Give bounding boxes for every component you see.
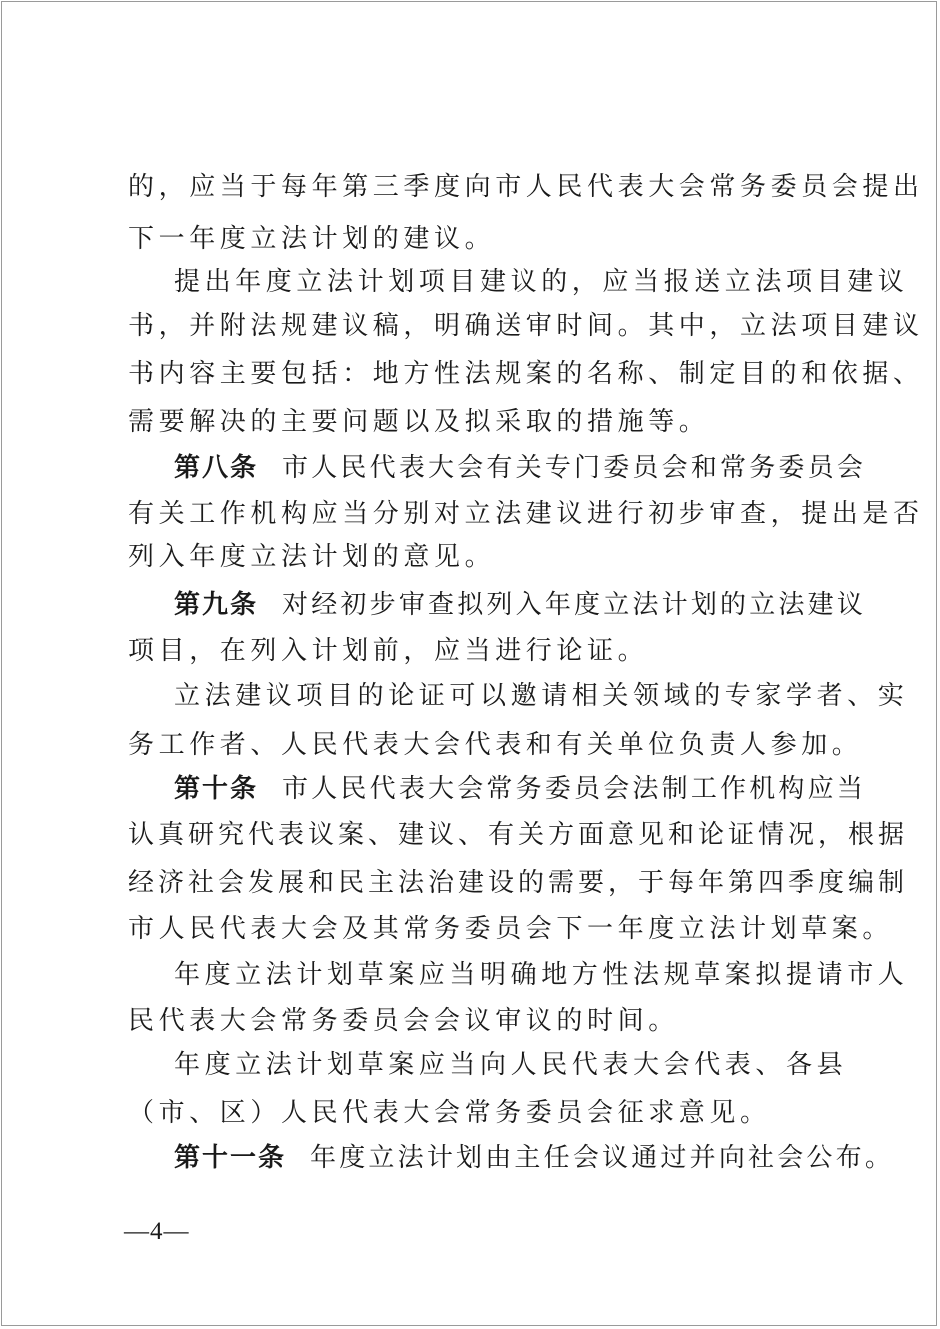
text-line: 书，并附法规建议稿，明确送审时间。其中，立法项目建议 xyxy=(128,311,924,341)
text-line: 书内容主要包括：地方性法规案的名称、制定目的和依据、 xyxy=(128,359,924,389)
text-line: 民代表大会常务委员会会议审议的时间。 xyxy=(128,1006,679,1036)
article-8-line: 第八条 市人民代表大会有关专门委员会和常务委员会 xyxy=(174,453,867,483)
text-line: 经济社会发展和民主法治建设的需要，于每年第四季度编制 xyxy=(128,868,909,898)
text-line: 项目，在列入计划前，应当进行论证。 xyxy=(128,636,649,666)
text-line: 有关工作机构应当分别对立法建议进行初步审查，提出是否 xyxy=(128,499,924,529)
text-line: 列入年度立法计划的意见。 xyxy=(128,542,496,572)
article-10-line: 第十条 市人民代表大会常务委员会法制工作机构应当 xyxy=(174,774,867,804)
article-heading: 第八条 xyxy=(174,453,259,483)
article-heading: 第十一条 xyxy=(174,1143,287,1173)
article-heading: 第十条 xyxy=(174,774,259,804)
text-line: 下一年度立法计划的建议。 xyxy=(128,224,496,254)
article-heading: 第九条 xyxy=(174,590,259,620)
page-number: —4— xyxy=(124,1218,190,1245)
text-line: 立法建议项目的论证可以邀请相关领域的专家学者、实 xyxy=(174,681,909,711)
text-line: （市、区）人民代表大会常务委员会征求意见。 xyxy=(128,1098,771,1128)
article-11-line: 第十一条 年度立法计划由主任会议通过并向社会公布。 xyxy=(174,1143,895,1173)
text-line: 的，应当于每年第三季度向市人民代表大会常务委员会提出 xyxy=(128,172,924,202)
article-9-line: 第九条 对经初步审查拟列入年度立法计划的立法建议 xyxy=(174,590,867,620)
text-line: 年度立法计划草案应当向人民代表大会代表、各县 xyxy=(174,1050,848,1080)
text-line: 务工作者、人民代表大会代表和有关单位负责人参加。 xyxy=(128,730,863,760)
text-line: 市人民代表大会及其常务委员会下一年度立法计划草案。 xyxy=(128,914,894,944)
text-line: 需要解决的主要问题以及拟采取的措施等。 xyxy=(128,407,710,437)
text-line: 年度立法计划草案应当明确地方性法规草案拟提请市人 xyxy=(174,960,909,990)
text-line: 认真研究代表议案、建议、有关方面意见和论证情况，根据 xyxy=(128,820,909,850)
text-line: 提出年度立法计划项目建议的，应当报送立法项目建议 xyxy=(174,267,909,297)
